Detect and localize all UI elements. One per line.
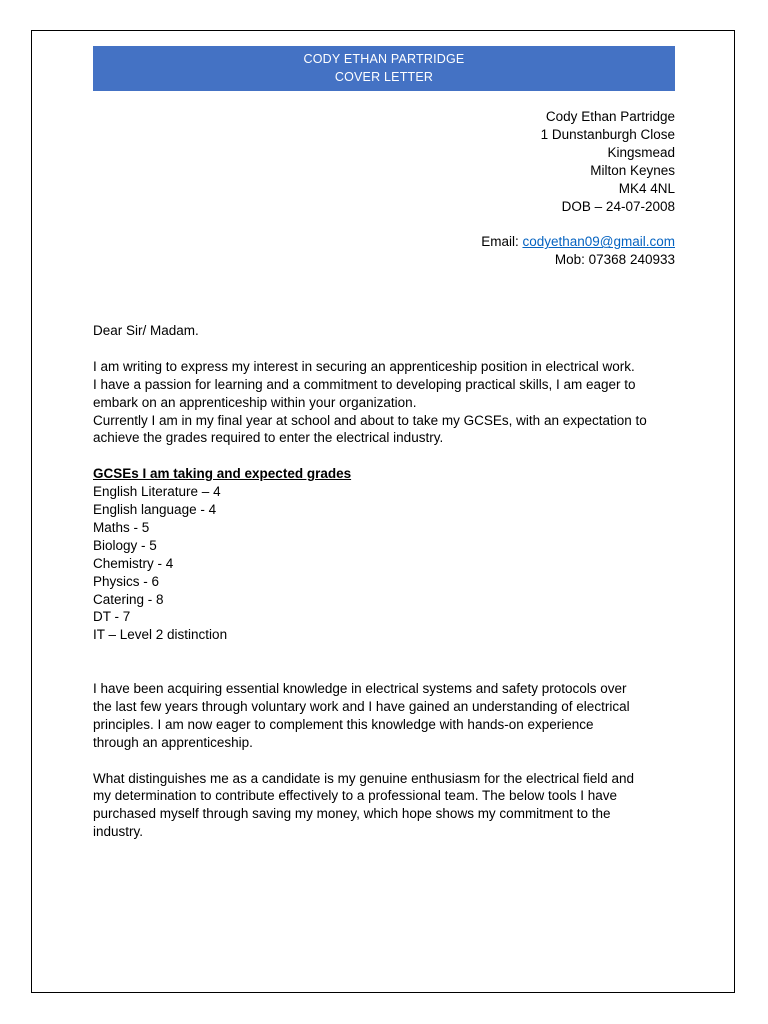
document-page: [31, 30, 735, 993]
intro-line: I am writing to express my interest in securing an apprenticeship position in electrical work.: [93, 358, 635, 374]
banner-subtitle: COVER LETTER: [334, 69, 434, 84]
gcse-grades-list: [93, 483, 693, 644]
spacer: [93, 662, 693, 680]
intro-paragraph: [93, 358, 693, 448]
sender-mobile: Mob: 07368 240933: [554, 252, 675, 268]
spacer: [93, 752, 693, 770]
intro-line: Currently I am in my final year at school and about to take my GCSEs, with an expectation to: [93, 412, 647, 428]
spacer: [93, 340, 693, 358]
grade-item: Physics - 6: [93, 573, 160, 589]
sender-name: Cody Ethan Partridge: [545, 109, 675, 124]
spacer: [93, 644, 693, 662]
sender-postcode: MK4 4NL: [618, 180, 675, 196]
enthusiasm-line: What distinguishes me as a candidate is my genuine enthusiasm for the electrical field and: [93, 770, 635, 786]
grade-item: Maths - 5: [93, 519, 150, 535]
letter-body: [93, 322, 693, 841]
title-banner: [93, 46, 675, 91]
grade-item: Chemistry - 4: [93, 555, 174, 571]
grade-item: Catering - 8: [93, 591, 164, 607]
salutation: Dear Sir/ Madam.: [93, 323, 199, 338]
enthusiasm-line: purchased myself through saving my money, which hope shows my commitment to the: [93, 806, 611, 822]
grade-item: English language - 4: [93, 502, 217, 518]
sender-town: Milton Keynes: [590, 162, 675, 178]
enthusiasm-line: my determination to contribute effectively to a professional team. The below tools I have: [93, 788, 618, 804]
banner-name: CODY ETHAN PARTRIDGE: [303, 52, 465, 66]
grade-item: English Literature – 4: [93, 484, 221, 500]
email-label: Email:: [481, 234, 523, 250]
experience-paragraph: [93, 680, 693, 752]
email-link[interactable]: codyethan09@gmail.com: [522, 234, 675, 250]
experience-line: through an apprenticeship.: [93, 734, 253, 750]
enthusiasm-paragraph: [93, 770, 693, 842]
intro-line: achieve the grades required to enter the electrical industry.: [93, 430, 444, 446]
sender-address-block: [481, 108, 675, 269]
intro-line: embark on an apprenticeship within your organization.: [93, 394, 417, 410]
experience-line: the last few years through voluntary work and I have gained an understanding of electrical: [93, 698, 630, 714]
grade-item: DT - 7: [93, 609, 131, 625]
experience-line: I have been acquiring essential knowledge in electrical systems and safety protocols over: [93, 681, 627, 697]
sender-email-line: [481, 233, 675, 251]
address-spacer: [481, 215, 675, 233]
sender-dob: DOB – 24-07-2008: [561, 198, 675, 214]
gcse-heading-text: GCSEs I am taking and expected grades: [93, 466, 352, 482]
grade-item: Biology - 5: [93, 537, 157, 553]
intro-line: I have a passion for learning and a commitment to developing practical skills, I am eager to: [93, 376, 636, 392]
enthusiasm-line: industry.: [93, 824, 144, 840]
sender-area: Kingsmead: [607, 144, 675, 160]
gcse-heading: [93, 465, 693, 483]
experience-line: principles. I am now eager to complement this knowledge with hands-on experience: [93, 716, 594, 732]
spacer: [93, 447, 693, 465]
sender-street: 1 Dunstanburgh Close: [540, 126, 675, 142]
grade-item: IT – Level 2 distinction: [93, 627, 228, 643]
